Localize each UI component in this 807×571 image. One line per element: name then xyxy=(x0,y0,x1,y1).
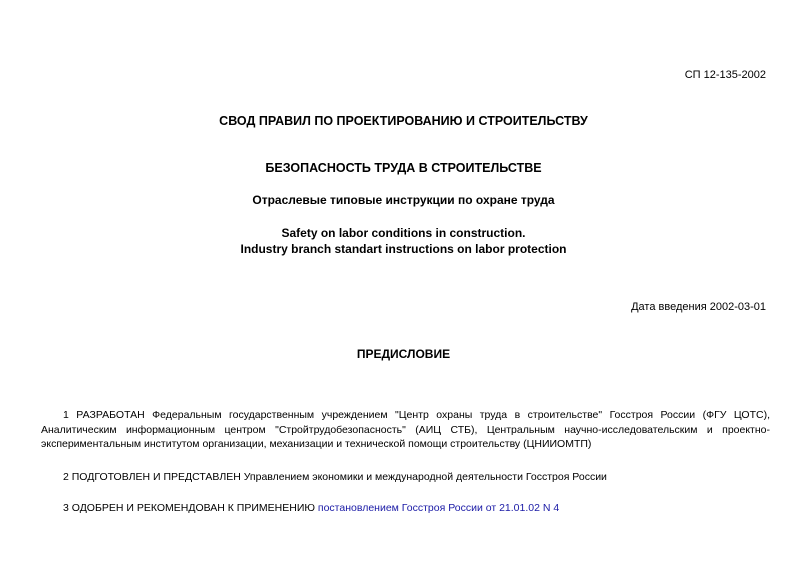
document-subtitle: БЕЗОПАСНОСТЬ ТРУДА В СТРОИТЕЛЬСТВЕ xyxy=(265,161,542,175)
paragraph-3-text: 3 ОДОБРЕН И РЕКОМЕНДОВАН К ПРИМЕНЕНИЮ xyxy=(63,502,318,514)
document-code: СП 12-135-2002 xyxy=(684,69,766,81)
preface-paragraph-1: 1 РАЗРАБОТАН Федеральным государственным учреждением "Центр охраны труда в строительстве" Госстроя России (ФГУ ЦОТС), Аналитическим информационным центром "Стройтрудобезопасность" (АИЦ СТБ), Центральным научно-исследовательским и проектно-экспериментальным институтом организации, механизации и технической помощи строительству (ЦНИИОМТП) xyxy=(41,409,770,450)
english-title xyxy=(0,225,807,257)
english-title-line-2: Industry branch standart instructions on labor protection xyxy=(240,242,567,256)
intro-date: Дата введения 2002-03-01 xyxy=(631,301,766,313)
decree-link[interactable]: постановлением Госстроя России от 21.01.02 N 4 xyxy=(317,502,560,514)
preface-paragraph-3 xyxy=(41,501,770,516)
preface-heading: ПРЕДИСЛОВИЕ xyxy=(356,347,451,361)
english-title-line-1: Safety on labor conditions in construction. xyxy=(281,226,526,240)
preface-paragraph-2: 2 ПОДГОТОВЛЕН И ПРЕДСТАВЛЕН Управлением экономики и международной деятельности Госстроя России xyxy=(63,471,607,483)
main-title: СВОД ПРАВИЛ ПО ПРОЕКТИРОВАНИЮ И СТРОИТЕЛЬСТВУ xyxy=(219,114,588,128)
document-subtitle-secondary: Отраслевые типовые инструкции по охране труда xyxy=(252,193,555,207)
